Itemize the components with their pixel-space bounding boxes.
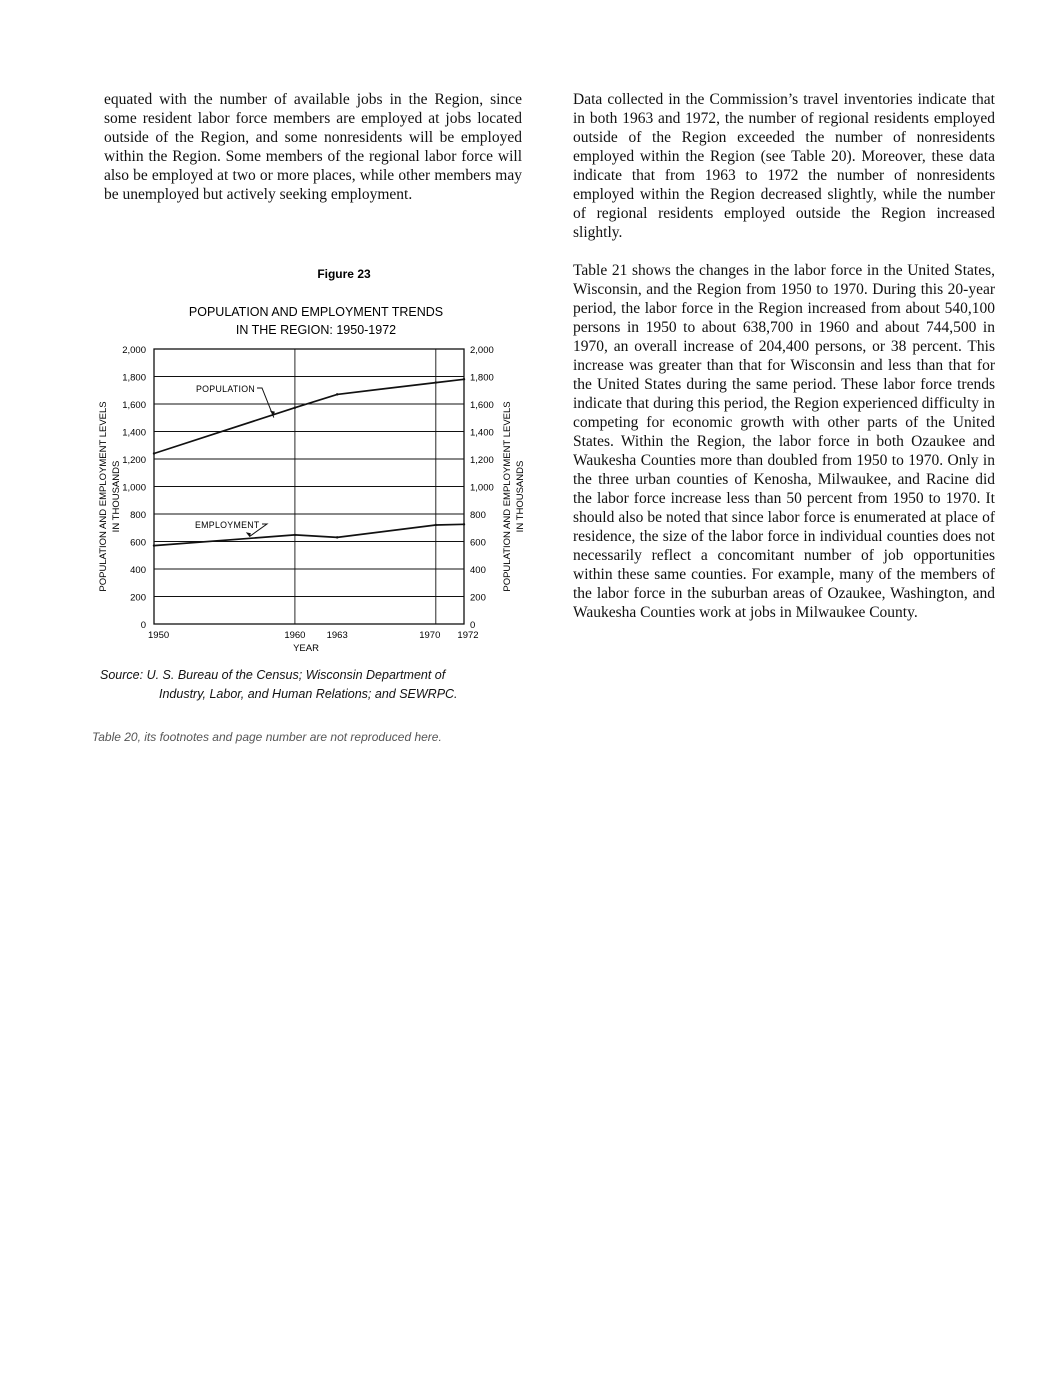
series-label-population: POPULATION — [196, 384, 256, 394]
y-tick-right-400: 400 — [470, 565, 486, 576]
y-axis-label-left-2: IN THOUSANDS — [111, 460, 122, 533]
y-tick-left-1400: 1,400 — [122, 427, 146, 439]
series-point-population-1963 — [336, 393, 338, 395]
y-tick-right-0: 0 — [470, 620, 476, 631]
y-tick-right-1600: 1,600 — [470, 400, 494, 411]
left-paragraph: equated with the number of available jobs in the Region, since some resident labor force members are employed at jobs located outside of the Region, and some nonresidents will be employed within the Region. Some members of the regional labor force will also be employed at two or more places, while other members may be unemployed but actively seeking employment. — [104, 91, 522, 203]
series-point-employment-1950 — [153, 544, 155, 546]
y-tick-left-1600: 1,600 — [122, 400, 146, 411]
y-tick-left-1800: 1,800 — [122, 372, 146, 384]
series-point-population-1950 — [153, 452, 155, 454]
x-tick-1972: 1972 — [457, 630, 479, 641]
y-tick-left-1000: 1,000 — [122, 482, 146, 494]
source-label: Source: — [100, 668, 144, 682]
series-point-population-1972 — [463, 378, 465, 380]
leader-population — [257, 388, 274, 418]
series-point-population-1970 — [435, 381, 437, 383]
y-tick-right-1400: 1,400 — [470, 427, 494, 439]
y-tick-left-600: 600 — [130, 537, 146, 549]
chart-title-line-1: POPULATION AND EMPLOYMENT TRENDS — [188, 305, 444, 319]
right-paragraph-2: Table 21 shows the changes in the labor force in the United States, Wisconsin, and the Region from 1950 to 1970. During this 20-year period, the labor force in the Region increased from about 540,100 persons in 1950 to about 638,700 in 1960 and about 744,500 in 1970, an overall increase of 204,400 persons, or 38 percent. This increase was greater than that for Wisconsin and less than that for the United States during the same period. These labor force trends indicate that during this period, the Region experienced difficulty in competing for economic growth with other parts of the United States. Within the Region, the labor force in both Ozaukee and Waukesha Counties more than doubled from 1950 to 1970. Only in the three urban counties of Kenosha, Milwaukee, and Racine did the labor force increase less than 50 percent from 1950 to 1970. It should also be noted that since labor force is enumerated at place of residence, the size of the labor force in individual counties does not necessarily reflect a concomitant number of job opportunities within these same counties. For example, many of the members of the labor force in the suburban areas of Ozaukee, Washington, and Waukesha Counties work at jobs in Milwaukee County. — [573, 262, 995, 621]
y-tick-left-800: 800 — [130, 510, 146, 521]
right-column — [573, 90, 995, 622]
population-employment-chart — [92, 262, 532, 662]
figure-source — [100, 666, 530, 704]
series-label-employment: EMPLOYMENT — [195, 520, 260, 530]
y-tick-right-200: 200 — [470, 592, 486, 604]
right-paragraph-1: Data collected in the Commission’s travel inventories indicate that in both 1963 and 1972, the number of regional residents employed outside of the Region exceeded the number of nonresidents employed within the Region (see Table 20). Moreover, these data indicate that from 1963 to 1972 the number of nonresidents employed within the Region decreased slightly, while the number of regional residents employed outside the Region increased slightly. — [573, 91, 995, 241]
y-tick-left-2000: 2,000 — [122, 345, 146, 356]
series-point-employment-1972 — [463, 523, 465, 525]
series-point-employment-1960 — [294, 534, 296, 536]
y-tick-left-0: 0 — [140, 620, 146, 631]
series-point-employment-1970 — [435, 524, 437, 526]
y-axis-label-right-2: IN THOUSANDS — [515, 460, 526, 533]
y-tick-right-1200: 1,200 — [470, 455, 494, 466]
y-tick-right-1800: 1,800 — [470, 372, 494, 384]
y-tick-left-400: 400 — [130, 565, 146, 576]
y-tick-left-200: 200 — [130, 592, 146, 604]
y-axis-label-right-1: POPULATION AND EMPLOYMENT LEVELS — [502, 401, 513, 592]
left-column — [104, 90, 522, 204]
figure-23 — [92, 262, 532, 712]
x-axis-label: YEAR — [293, 643, 319, 654]
x-tick-1963: 1963 — [326, 630, 348, 641]
x-tick-1970: 1970 — [419, 630, 441, 641]
y-axis-label-left-1: POPULATION AND EMPLOYMENT LEVELS — [98, 401, 109, 592]
omitted-note: Table 20, its footnotes and page number are not reproduced here. — [92, 730, 442, 744]
x-tick-1960: 1960 — [284, 630, 306, 641]
y-tick-right-1000: 1,000 — [470, 482, 494, 494]
source-line-1: U. S. Bureau of the Census; Wisconsin Department of — [146, 668, 446, 682]
figure-label: Figure 23 — [317, 267, 371, 281]
y-tick-right-2000: 2,000 — [470, 345, 494, 356]
source-line-2: Industry, Labor, and Human Relations; and SEWRPC. — [159, 687, 458, 701]
x-tick-1950: 1950 — [148, 630, 170, 641]
y-tick-left-1200: 1,200 — [122, 455, 146, 466]
series-point-population-1960 — [294, 407, 296, 409]
series-point-employment-1963 — [336, 536, 338, 538]
y-tick-right-800: 800 — [470, 510, 486, 521]
y-tick-right-600: 600 — [470, 537, 486, 549]
chart-title-line-2: IN THE REGION: 1950-1972 — [235, 323, 397, 337]
